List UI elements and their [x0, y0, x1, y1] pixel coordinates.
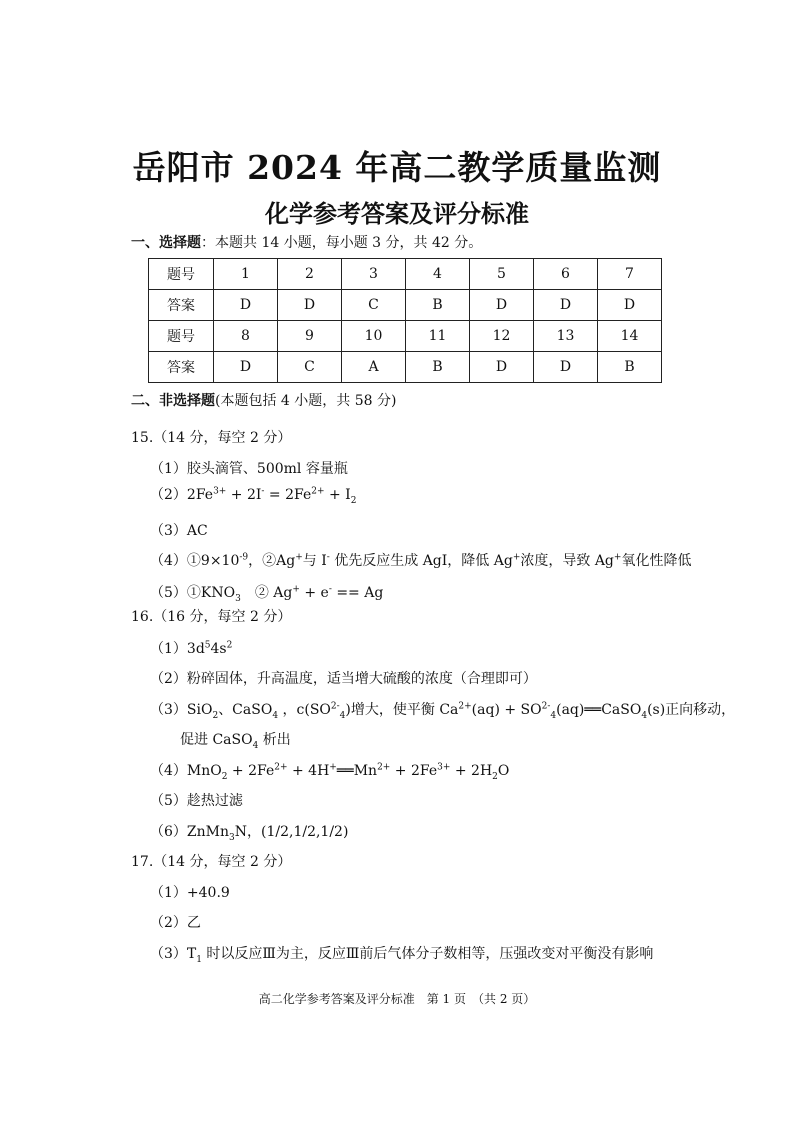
table-cell: 11 — [406, 321, 470, 352]
table-cell: 2 — [278, 259, 342, 290]
table-cell: A — [342, 352, 406, 383]
q16-answer-4: $(4)MnO_2 + 2Fe^{2+}$ + $4H^+══Mn^{2+} + 2Fe^{3+} + 2H_2O$ — [150, 762, 510, 782]
table-cell: D — [470, 352, 534, 383]
table-cell: D — [534, 352, 598, 383]
question-16-heading: 16.（16 分，每空 2 分） — [131, 609, 292, 625]
row-label-answer: 答案 — [149, 290, 214, 321]
page-footer: 高二化学参考答案及评分标准 第 1 页 （共 2 页） — [258, 992, 536, 1006]
section-1-heading — [131, 232, 482, 252]
question-17-heading: 17.（14 分，每空 2 分） — [131, 854, 292, 870]
table-cell: B — [598, 352, 662, 383]
table-cell: D — [534, 290, 598, 321]
table-cell: C — [278, 352, 342, 383]
table-cell: 3 — [342, 259, 406, 290]
section-2-heading — [131, 390, 396, 410]
q15-answer-5: $(5)①KNO_3$ ② Ag+ + e- == Ag — [150, 584, 384, 604]
table-cell: D — [278, 290, 342, 321]
page-title: 岳阳市 2024 年高二教学质量监测 — [132, 148, 662, 187]
section-1-desc: ：本题共 14 小题，每小题 3 分，共 42 分。 — [201, 235, 483, 251]
table-cell: 13 — [534, 321, 598, 352]
q15-answer-4: $(4)①9\times 10^{-9}$，②Ag+与 I- 优先反应生成 AgI，降低 Ag+浓度，导致 Ag+氧化性降低 — [150, 552, 692, 569]
table-cell: D — [470, 290, 534, 321]
table-cell: D — [214, 290, 278, 321]
q16-answer-3-continued: 促进 CaSO$_4$ 析出 — [180, 732, 291, 751]
q16-answer-3: （3）SiO$_2$、CaSO$_4$ ，$c(SO^{2-}_4)$增大，使平衡 $Ca^{2+}(aq)$ + $SO^{2-}_4(aq)══CaSO_4(s)$正向移动， — [150, 701, 736, 721]
table-cell: 8 — [214, 321, 278, 352]
table-cell: 12 — [470, 321, 534, 352]
q16-answer-1: $(1)3d^54s^2$ — [150, 640, 233, 657]
table-row — [149, 321, 662, 352]
table-cell: 10 — [342, 321, 406, 352]
table-cell: 7 — [598, 259, 662, 290]
q15-answer-3: （3）AC — [150, 523, 208, 539]
page-subtitle: 化学参考答案及评分标准 — [265, 199, 529, 228]
table-row — [149, 352, 662, 383]
q16-answer-5: （5）趁热过滤 — [150, 793, 243, 809]
answer-table — [148, 258, 662, 383]
table-cell: C — [342, 290, 406, 321]
q16-answer-2: （2）粉碎固体，升高温度，适当增大硫酸的浓度（合理即可） — [150, 671, 537, 687]
table-cell: 4 — [406, 259, 470, 290]
table-cell: 1 — [214, 259, 278, 290]
table-cell: B — [406, 290, 470, 321]
section-2-desc: (本题包括 4 小题，共 58 分) — [215, 393, 397, 409]
table-cell: 6 — [534, 259, 598, 290]
table-cell: D — [598, 290, 662, 321]
table-cell: D — [214, 352, 278, 383]
row-label-question: 题号 — [149, 259, 214, 290]
table-cell: 9 — [278, 321, 342, 352]
q17-answer-1: （1）+40.9 — [150, 885, 230, 901]
q15-answer-1: （1）胶头滴管、500ml 容量瓶 — [150, 461, 348, 477]
q15-answer-2: $(2)2Fe^{3+} + 2I^- = 2Fe^{2+} + I_2$ — [150, 486, 357, 506]
row-label-question: 题号 — [149, 321, 214, 352]
section-2-label: 二、非选择题 — [131, 393, 215, 409]
table-row — [149, 259, 662, 290]
row-label-answer: 答案 — [149, 352, 214, 383]
table-row — [149, 290, 662, 321]
q16-answer-6: （6）ZnMn$_3$N，(1/2,1/2,1/2) — [150, 824, 349, 843]
question-15-heading: 15.（14 分，每空 2 分） — [131, 430, 292, 446]
table-cell: 5 — [470, 259, 534, 290]
q17-answer-3: $(3)T_1$ 时以反应Ⅲ为主，反应Ⅲ前后气体分子数相等，压强改变对平衡没有影响 — [150, 946, 654, 965]
table-cell: B — [406, 352, 470, 383]
q17-answer-2: （2）乙 — [150, 915, 201, 931]
table-cell: 14 — [598, 321, 662, 352]
section-1-label: 一、选择题 — [131, 235, 201, 251]
